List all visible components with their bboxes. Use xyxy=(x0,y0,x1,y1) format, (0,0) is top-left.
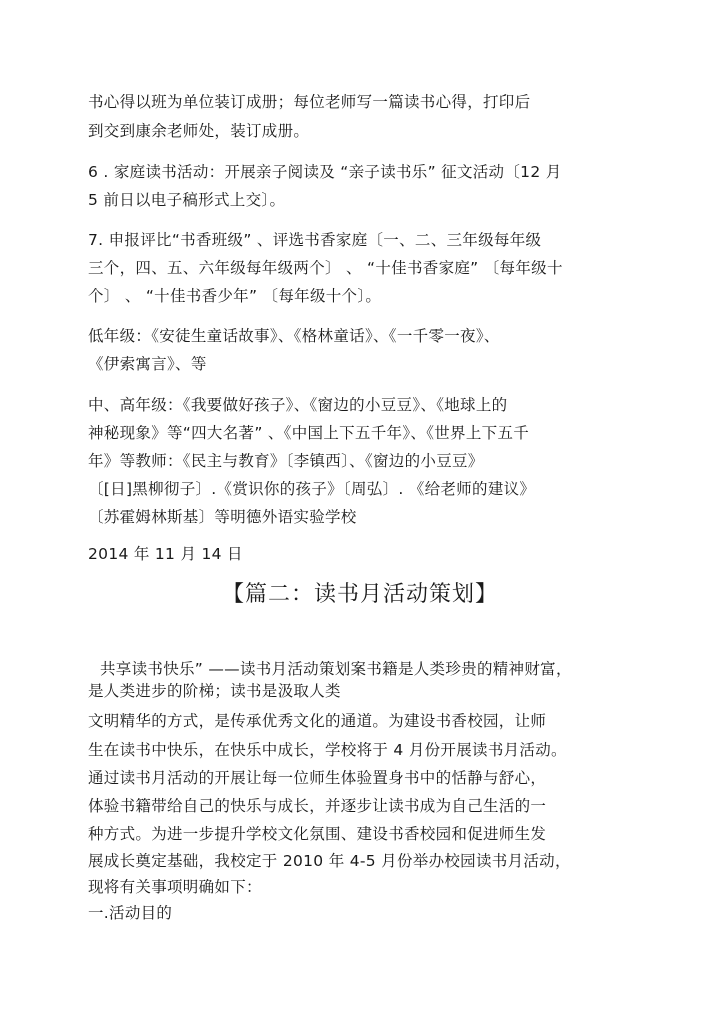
text-line: 低年级：《安徒生童话故事》、《格林童话》、《一千零一夜》、 xyxy=(88,327,500,345)
text-line: 文明精华的方式，是传承优秀文化的通道。为建设书香校园，让师 xyxy=(88,712,547,730)
subheading-line: 一.活动目的 xyxy=(88,904,173,922)
text-line: 〔苏霍姆林斯基〕等明德外语实验学校 xyxy=(88,508,357,526)
text-line: 神秘现象》等“四大名著” 、《中国上下五千年》、《世界上下五千 xyxy=(88,424,530,442)
text-line: 共享读书快乐” ——读书月活动策划案书籍是人类珍贵的精神财富， xyxy=(100,660,572,678)
text-line: 《伊索寓言》、等 xyxy=(88,355,207,373)
text-line: 现将有关事项明确如下： xyxy=(88,878,262,896)
text-line: 5 前日以电子稿形式上交〕。 xyxy=(88,191,286,209)
text-line: 通过读书月活动的开展让每一位师生体验置身书中的恬静与舒心， xyxy=(88,769,547,787)
text-line: 〔[日]黑柳彻子〕.《赏识你的孩子》〔周弘〕. 《给老师的建议》 xyxy=(88,480,536,498)
text-line: 展成长奠定基础，我校定于 2010 年 4-5 月份举办校园读书月活动， xyxy=(88,852,571,870)
section-heading: 【篇二：读书月活动策划】 xyxy=(221,582,498,607)
text-line: 体验书籍带给自己的快乐与成长，并逐步让读书成为自己生活的一 xyxy=(88,797,547,815)
text-line: 7. 申报评比“书香班级” 、评选书香家庭〔一、二、三年级每年级 xyxy=(88,231,542,249)
text-line: 是人类进步的阶梯；读书是汲取人类 xyxy=(88,682,341,700)
text-line: 种方式。为进一步提升学校文化氛围、建设书香校园和促进师生发 xyxy=(88,825,547,843)
text-line: 三个，四、五、六年级每年级两个〕 、 “十佳书香家庭” 〔每年级十 xyxy=(88,259,563,277)
text-line: 书心得以班为单位装订成册；每位老师写一篇读书心得，打印后 xyxy=(88,93,531,111)
text-line: 年》等教师：《民主与教育》〔李镇西〕、《窗边的小豆豆》 xyxy=(88,452,484,470)
text-line: 个〕 、 “十佳书香少年” 〔每年级十个〕。 xyxy=(88,287,382,305)
date-line: 2014 年 11 月 14 日 xyxy=(88,545,243,563)
text-line: 到交到康余老师处，装订成册。 xyxy=(88,122,310,140)
text-line: 6 . 家庭读书活动：开展亲子阅读及 “亲子读书乐” 征文活动〔12 月 xyxy=(88,163,562,181)
text-line: 生在读书中快乐，在快乐中成长，学校将于 4 月份开展读书月活动。 xyxy=(88,741,567,759)
text-line: 中、高年级：《我要做好孩子》、《窗边的小豆豆》、《地球上的 xyxy=(88,396,508,414)
